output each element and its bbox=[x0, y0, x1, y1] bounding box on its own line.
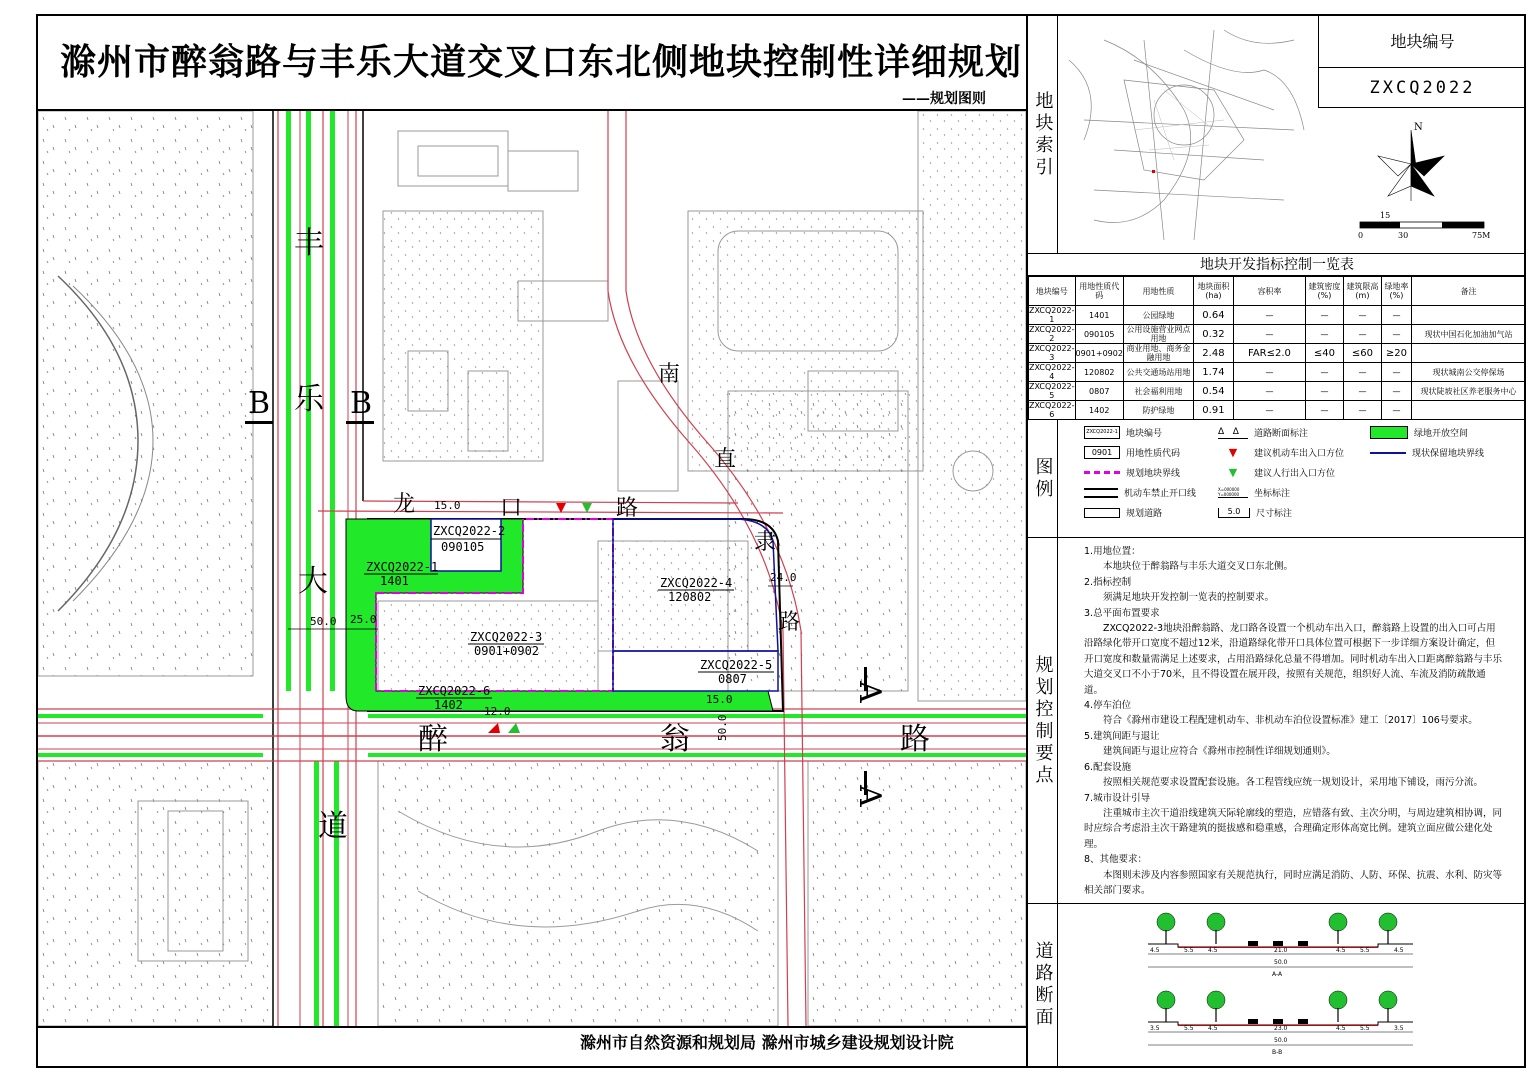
svg-text:4.5: 4.5 bbox=[1208, 947, 1218, 954]
svg-text:3.5: 3.5 bbox=[1394, 1025, 1404, 1032]
svg-text:15: 15 bbox=[1380, 211, 1391, 220]
index-section bbox=[1028, 16, 1526, 254]
svg-text:75M: 75M bbox=[1472, 231, 1491, 240]
svg-text:120802: 120802 bbox=[668, 590, 712, 604]
indicator-table-section bbox=[1028, 254, 1526, 420]
legend-plot-code: ZXCQ2022-1 地块编号 bbox=[1084, 426, 1162, 439]
road-section-panel bbox=[1028, 904, 1526, 1066]
svg-text:ZXCQ2022-3: ZXCQ2022-3 bbox=[470, 630, 543, 644]
legend-plot-boundary: 规划地块界线 bbox=[1084, 466, 1180, 479]
svg-text:ZXCQ2022-5: ZXCQ2022-5 bbox=[700, 658, 773, 672]
north-arrow bbox=[1354, 116, 1494, 246]
longkou-road bbox=[318, 501, 783, 513]
th-plot-code: 地块编号 bbox=[1029, 277, 1076, 306]
legend-road-section: Δ Δ 道路断面标注 bbox=[1218, 426, 1309, 439]
th-note: 备注 bbox=[1411, 277, 1525, 306]
road-label-le: 乐 bbox=[294, 382, 324, 417]
svg-text:0: 0 bbox=[1358, 231, 1364, 240]
page-title: 滁州市醉翁路与丰乐大道交叉口东北侧地块控制性详细规划 bbox=[60, 41, 1023, 83]
index-label: 地块索引 bbox=[1028, 16, 1058, 253]
th-height: 建筑限高(m) bbox=[1343, 277, 1381, 306]
road-label-zhi: 直 bbox=[714, 447, 737, 472]
svg-text:21.0: 21.0 bbox=[1274, 947, 1288, 954]
legend-ped-entrance: ▼ 建议人行出入口方位 bbox=[1228, 466, 1336, 479]
indicator-table bbox=[1028, 276, 1526, 420]
road-section-label: 道路断面 bbox=[1028, 904, 1058, 1066]
svg-text:ZXCQ2022-2: ZXCQ2022-2 bbox=[433, 524, 506, 538]
svg-text:5.5: 5.5 bbox=[1360, 1025, 1370, 1032]
dim-label-4: 24.0 bbox=[770, 571, 797, 584]
legend-existing-boundary: 现状保留地块界线 bbox=[1370, 446, 1484, 459]
svg-text:090105: 090105 bbox=[441, 540, 485, 554]
th-use-type: 用地性质 bbox=[1123, 277, 1193, 306]
th-density: 建筑密度(%) bbox=[1305, 277, 1343, 306]
svg-text:1402: 1402 bbox=[434, 698, 463, 712]
svg-text:5.5: 5.5 bbox=[1184, 1025, 1194, 1032]
th-area: 地块面积(ha) bbox=[1193, 277, 1233, 306]
parcel-label-3 bbox=[468, 630, 544, 658]
svg-text:50.0: 50.0 bbox=[1274, 959, 1288, 966]
svg-text:30: 30 bbox=[1398, 231, 1409, 240]
section-aa-diagram bbox=[1148, 913, 1413, 978]
svg-text:ZXCQ2022-4: ZXCQ2022-4 bbox=[660, 576, 733, 590]
footer bbox=[38, 1026, 1026, 1066]
svg-text:3.5: 3.5 bbox=[1150, 1025, 1160, 1032]
svg-text:ZXCQ2022-6: ZXCQ2022-6 bbox=[418, 684, 491, 698]
svg-text:50.0: 50.0 bbox=[1274, 1037, 1288, 1044]
svg-text:4.5: 4.5 bbox=[1208, 1025, 1218, 1032]
svg-text:B-B: B-B bbox=[1272, 1049, 1283, 1056]
table-header-row bbox=[1029, 277, 1526, 306]
legend-planned-road: 规划道路 bbox=[1084, 506, 1162, 519]
legend-use-code: 0901 用地性质代码 bbox=[1084, 446, 1180, 459]
page-subtitle: ——规划图则 bbox=[902, 91, 986, 107]
svg-text:N: N bbox=[1414, 122, 1423, 133]
plot-code-header: 地块编号 bbox=[1318, 16, 1526, 68]
table-title: 地块开发指标控制一览表 bbox=[1028, 254, 1526, 276]
table-row: ZXCQ2022-1 1401 公园绿地 0.64 — — — — bbox=[1029, 306, 1526, 325]
svg-text:1401: 1401 bbox=[380, 574, 409, 588]
legend-label: 图例 bbox=[1028, 420, 1058, 537]
svg-text:4.5: 4.5 bbox=[1336, 947, 1346, 954]
svg-text:ZXCQ2022-1: ZXCQ2022-1 bbox=[366, 560, 439, 574]
th-green: 绿地率(%) bbox=[1381, 277, 1411, 306]
dim-label-1: 15.0 bbox=[434, 499, 461, 512]
plan-map[interactable] bbox=[38, 111, 1026, 1026]
road-label-dao: 道 bbox=[318, 809, 348, 844]
svg-text:A-A: A-A bbox=[1272, 971, 1283, 978]
dim-label-6: 12.0 bbox=[484, 705, 511, 718]
legend-green-space: 绿地开放空间 bbox=[1370, 426, 1468, 439]
svg-text:4.5: 4.5 bbox=[1394, 947, 1404, 954]
svg-text:4.5: 4.5 bbox=[1150, 947, 1160, 954]
section-a-bottom: A bbox=[852, 785, 887, 807]
svg-text:0807: 0807 bbox=[718, 672, 747, 686]
req-label: 规划控制要点 bbox=[1028, 538, 1058, 903]
requirements-section bbox=[1028, 538, 1526, 904]
table-row: ZXCQ2022-6 1402 防护绿地 0.91 — — — — bbox=[1029, 401, 1526, 420]
dim-label-5: 15.0 bbox=[706, 693, 733, 706]
section-a-top: A bbox=[852, 681, 887, 703]
table-row: ZXCQ2022-5 0807 社会福利用地 0.54 — — — — 现状陡坡社区养老服务中心 bbox=[1029, 382, 1526, 401]
road-label-nan: 南 bbox=[658, 362, 681, 387]
road-label-lu3: 路 bbox=[616, 496, 639, 521]
table-row: ZXCQ2022-4 120802 公共交通场站用地 1.74 — — — — 现状城南公交停保场 bbox=[1029, 363, 1526, 382]
road-label-feng: 丰 bbox=[294, 226, 324, 261]
road-section-diagrams bbox=[1148, 910, 1468, 1060]
th-use-code: 用地性质代码 bbox=[1075, 277, 1123, 306]
footer-text: 滁州市自然资源和规划局 滁州市城乡建设规划设计院 bbox=[580, 1033, 954, 1052]
road-label-weng: 翁 bbox=[660, 722, 690, 757]
svg-text:5.5: 5.5 bbox=[1184, 947, 1194, 954]
section-b-left: B bbox=[248, 386, 271, 421]
legend-coordinate: X=000000 Y=000000 坐标标注 bbox=[1218, 487, 1291, 499]
title-bar bbox=[38, 16, 1026, 111]
svg-text:5.5: 5.5 bbox=[1360, 947, 1370, 954]
index-map bbox=[1064, 20, 1314, 250]
road-label-long: 龙 bbox=[393, 492, 416, 517]
dim-label-2: 50.0 bbox=[310, 615, 337, 628]
section-b-right: B bbox=[350, 386, 373, 421]
road-label-da: 大 bbox=[298, 564, 328, 599]
plot-code-value: ZXCQ2022 bbox=[1318, 68, 1526, 108]
road-label-lu: 路 bbox=[900, 722, 930, 757]
info-panel bbox=[1026, 16, 1524, 1066]
legend-no-opening: 机动车禁止开口线 bbox=[1084, 486, 1196, 499]
svg-text:0901+0902: 0901+0902 bbox=[474, 644, 540, 658]
svg-text:4.5: 4.5 bbox=[1336, 1025, 1346, 1032]
legend-vehicle-entrance: ▼ 建议机动车出入口方位 bbox=[1228, 446, 1345, 459]
road-label-zui: 醉 bbox=[418, 722, 448, 757]
section-bb-diagram bbox=[1148, 991, 1413, 1056]
road-label-lu2: 路 bbox=[778, 610, 801, 635]
table-row: ZXCQ2022-2 090105 公用设施营业网点用地 0.32 — — — — 现状中国石化加油加气站 bbox=[1029, 325, 1526, 344]
road-label-kou: 口 bbox=[500, 496, 523, 521]
legend-dimension: 5.0 尺寸标注 bbox=[1218, 506, 1292, 519]
requirements-text: 1.用地位置： 本地块位于醉翁路与丰乐大道交叉口东北侧。 2.指标控制 须满足地块开发控制一览表的控制要求。 3.总平面布置要求 ZXCQ2022-3地块沿醉翁路、龙口路各设置一个机动车出入口，醉翁路上设置的出入口可占用沿路绿化带开口宽度不超过12米，沿道路绿化带开口具体位置可根据下一步详细方案设计确定，但开口宽度和数量需满足上述要求，占用沿路绿化总量不得增加。同时机动车出入口距离醉翁路与丰乐大道交叉口不小于70米，且不得设置在展开段，按照有关规范，组织好人流、车流及消防疏散通道。 4.停车泊位 符合《滁州市建设工程配建机动车、非机动车泊位设置标准》建工〔2017〕106号要求。 5.建筑间距与退让 建筑间距与退让应符合《滁州市控制性详细规划通则》。 6.配套设施 按照相关规范要求设置配套设施。各工程管线应统一规划设计，采用地下铺设，雨污分流。 7.城市设计引导 注重城市主次干道沿线建筑天际轮廓线的塑造，应错落有致、主次分明，与周边建筑相协调，同时应综合考虑沿主次干路建筑的挺拔感和稳重感，合理确定形体高宽比例。建筑立面应做公建化处理。 8、其他要求： 本图则未涉及内容参照国家有关规范执行，同时应满足消防、人防、环保、抗震、水利、防灾等相关部门要求。 bbox=[1084, 546, 1503, 896]
road-label-li: 隶 bbox=[754, 530, 777, 555]
legend-section bbox=[1028, 420, 1526, 538]
table-row: ZXCQ2022-3 0901+0902 商业用地、商务金融用地 2.48 FAR≤2.0 ≤40 ≤60 ≥20 bbox=[1029, 344, 1526, 363]
svg-text:23.0: 23.0 bbox=[1274, 1025, 1288, 1032]
background-buildings bbox=[38, 111, 1026, 1026]
th-far: 容积率 bbox=[1233, 277, 1305, 306]
dim-label-3: 25.0 bbox=[350, 613, 377, 626]
dim-label-7: 50.0 bbox=[716, 714, 729, 741]
